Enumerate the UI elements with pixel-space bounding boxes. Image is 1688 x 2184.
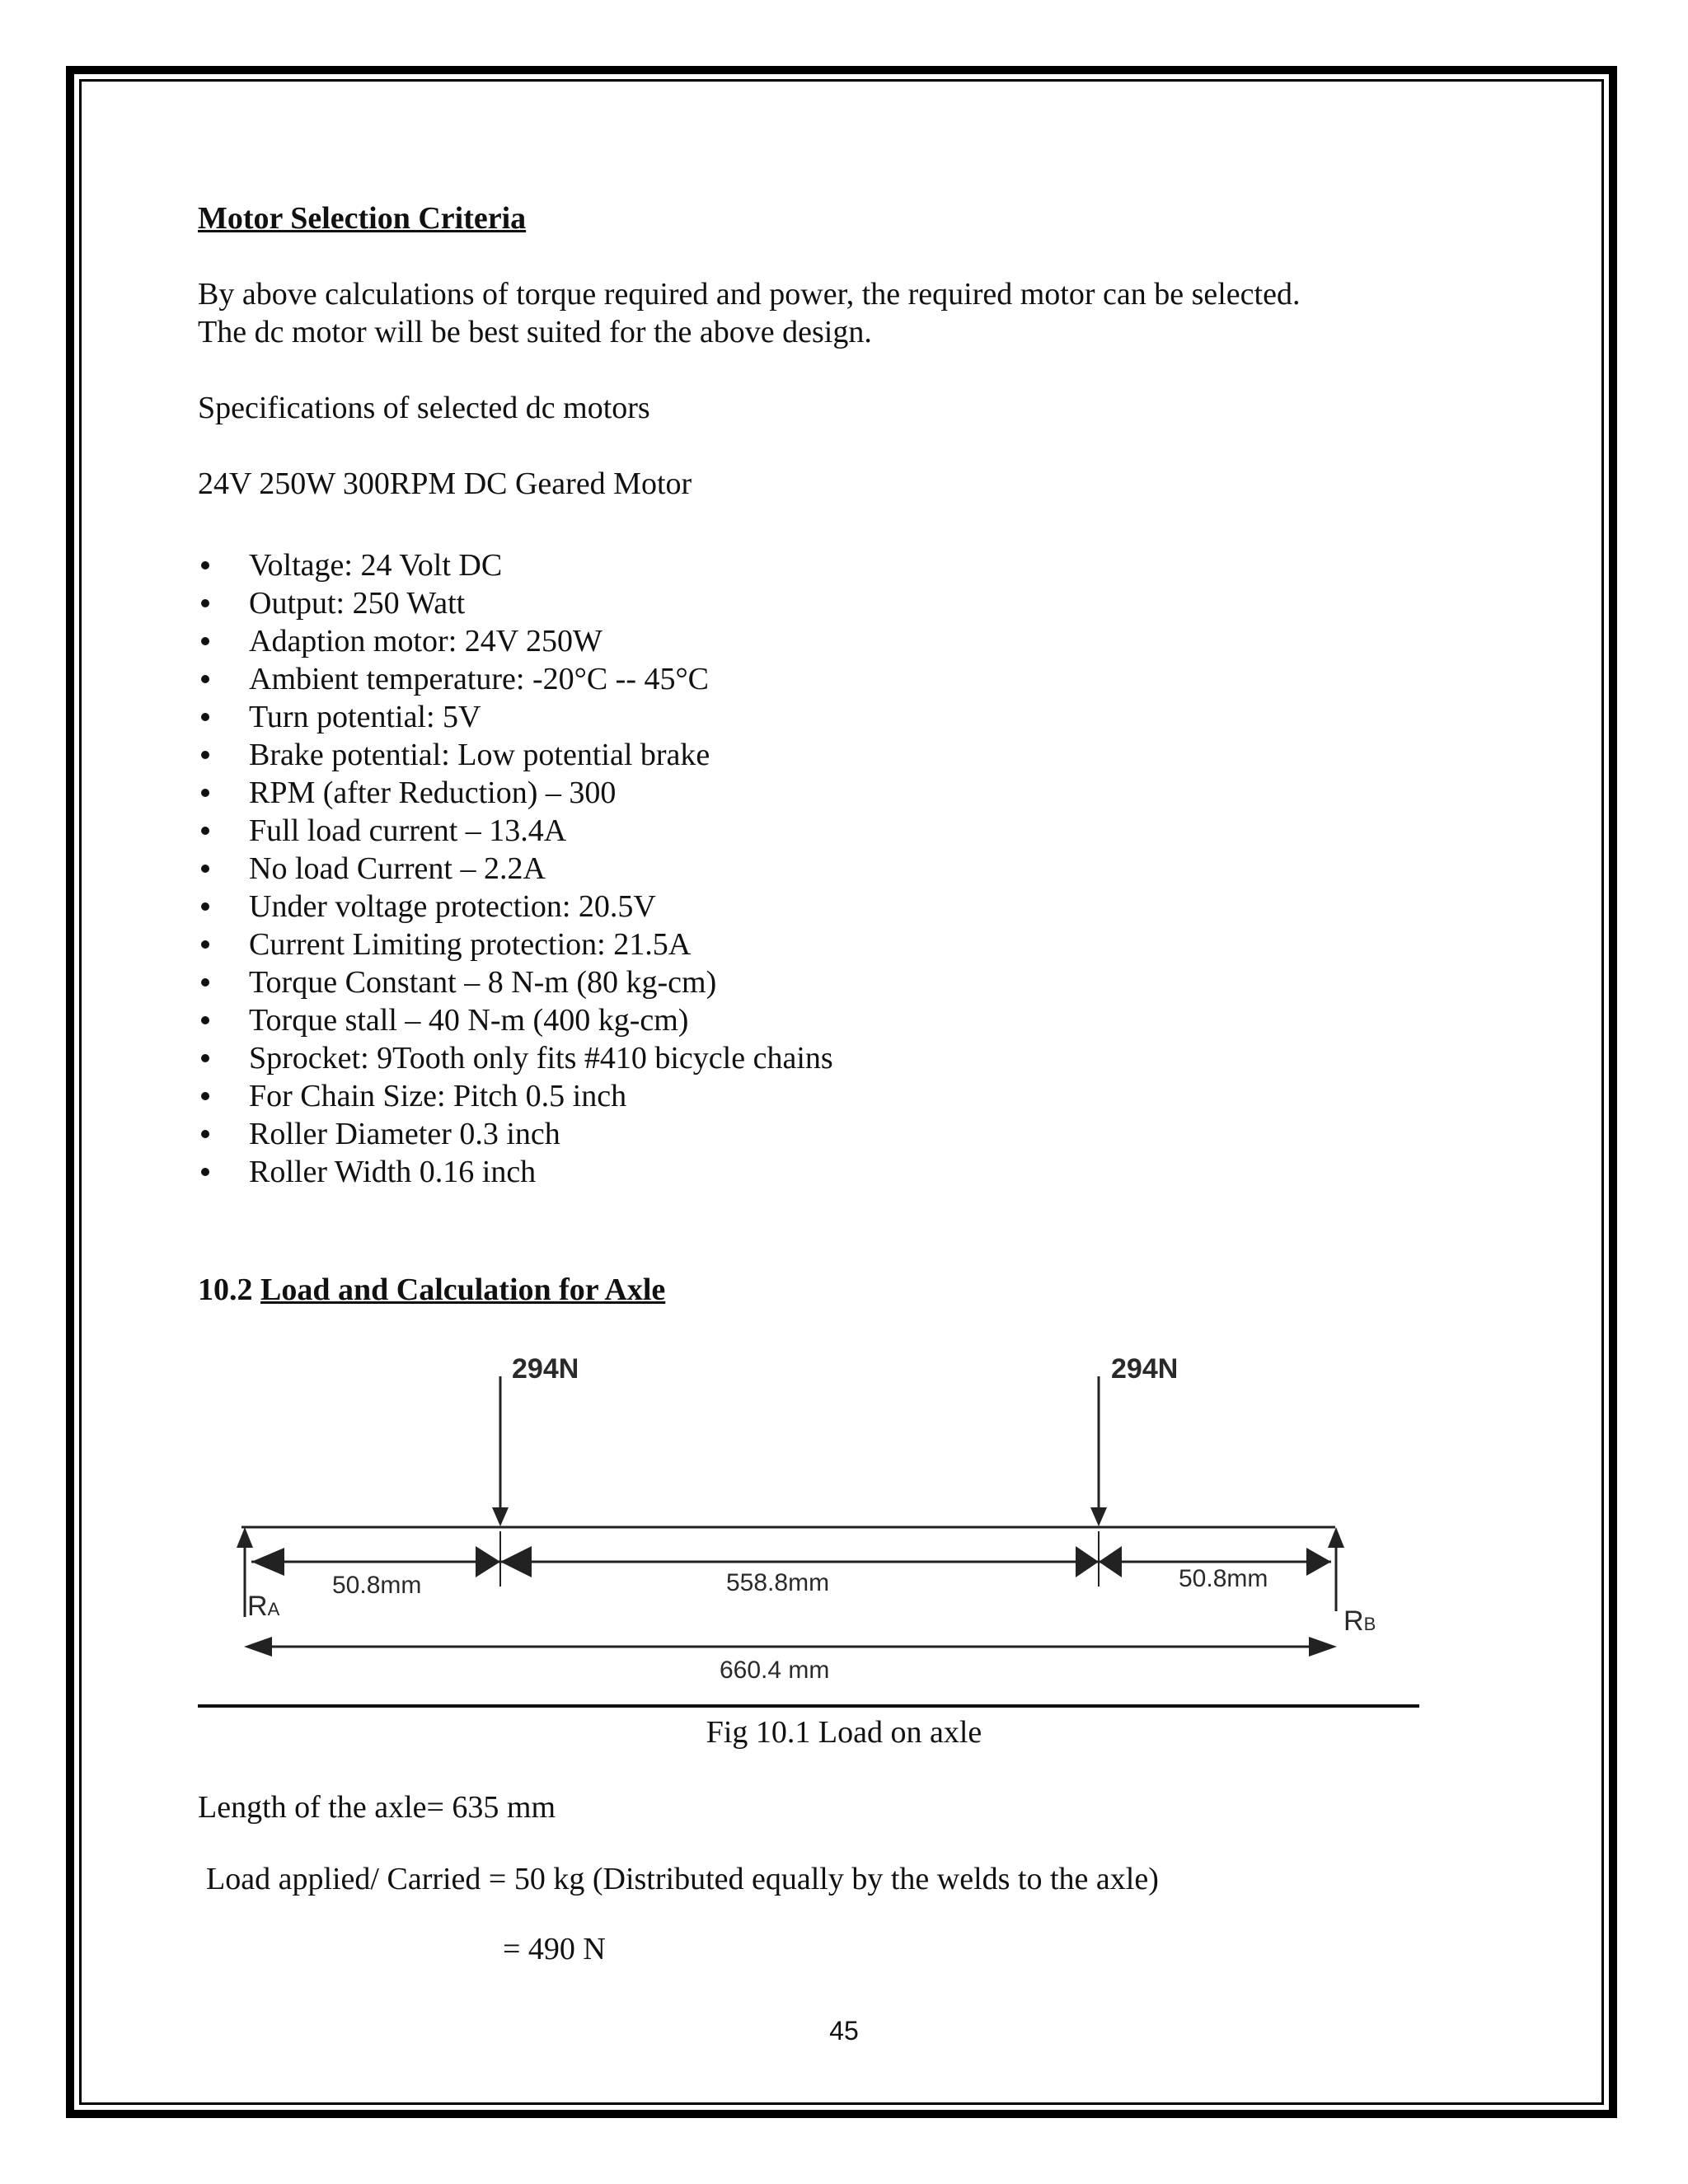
spec-item: Under voltage protection: 20.5V: [198, 888, 833, 926]
spec-item: Full load current – 13.4A: [198, 812, 833, 850]
section-number: 10.2: [198, 1272, 253, 1307]
axle-section-heading: [198, 1272, 665, 1308]
intro-line-2: The dc motor will be best suited for the above design.: [198, 315, 872, 349]
spec-item: Output: 250 Watt: [198, 584, 833, 622]
load-label-left: 294N: [512, 1353, 579, 1385]
spec-item: Torque stall – 40 N-m (400 kg-cm): [198, 1001, 833, 1039]
axle-length-line: Length of the axle= 635 mm: [198, 1790, 556, 1825]
load-label-right: 294N: [1111, 1353, 1179, 1385]
spec-item: Torque Constant – 8 N-m (80 kg-cm): [198, 963, 833, 1001]
load-applied-line: Load applied/ Carried = 50 kg (Distributed equally by the welds to the axle): [206, 1862, 1159, 1896]
load-result-line: = 490 N: [503, 1932, 606, 1966]
spec-item: Roller Diameter 0.3 inch: [198, 1115, 833, 1153]
intro-line-1: By above calculations of torque required and power, the required motor can be selected.: [198, 277, 1301, 312]
page-number: 45: [829, 2016, 859, 2046]
dim-label-left: 50.8mm: [332, 1572, 422, 1599]
spec-item: Brake potential: Low potential brake: [198, 736, 833, 774]
motor-selection-heading: Motor Selection Criteria: [198, 201, 527, 236]
spec-item: No load Current – 2.2A: [198, 850, 833, 888]
spec-item: Current Limiting protection: 21.5A: [198, 926, 833, 963]
spec-list: [198, 546, 833, 1191]
spec-intro: Specifications of selected dc motors: [198, 391, 650, 425]
spec-item: For Chain Size: Pitch 0.5 inch: [198, 1077, 833, 1115]
figure-rule: [198, 1704, 1419, 1708]
spec-item: Roller Width 0.16 inch: [198, 1153, 833, 1191]
dim-label-right: 50.8mm: [1179, 1565, 1268, 1592]
motor-name: 24V 250W 300RPM DC Geared Motor: [198, 466, 692, 501]
spec-item: Turn potential: 5V: [198, 698, 833, 736]
spec-item: Adaption motor: 24V 250W: [198, 622, 833, 660]
reaction-label-b: RB: [1343, 1605, 1376, 1637]
dim-label-total: 660.4 mm: [720, 1657, 830, 1684]
spec-item: Voltage: 24 Volt DC: [198, 546, 833, 584]
spec-item: Sprocket: 9Tooth only fits #410 bicycle chains: [198, 1039, 833, 1077]
reaction-label-a: RA: [247, 1591, 280, 1622]
spec-item: RPM (after Reduction) – 300: [198, 774, 833, 812]
spec-item: Ambient temperature: -20°C -- 45°C: [198, 660, 833, 698]
dim-label-middle: 558.8mm: [726, 1569, 830, 1596]
figure-caption: Fig 10.1 Load on axle: [706, 1715, 982, 1750]
section-title: Load and Calculation for Axle: [260, 1272, 666, 1307]
